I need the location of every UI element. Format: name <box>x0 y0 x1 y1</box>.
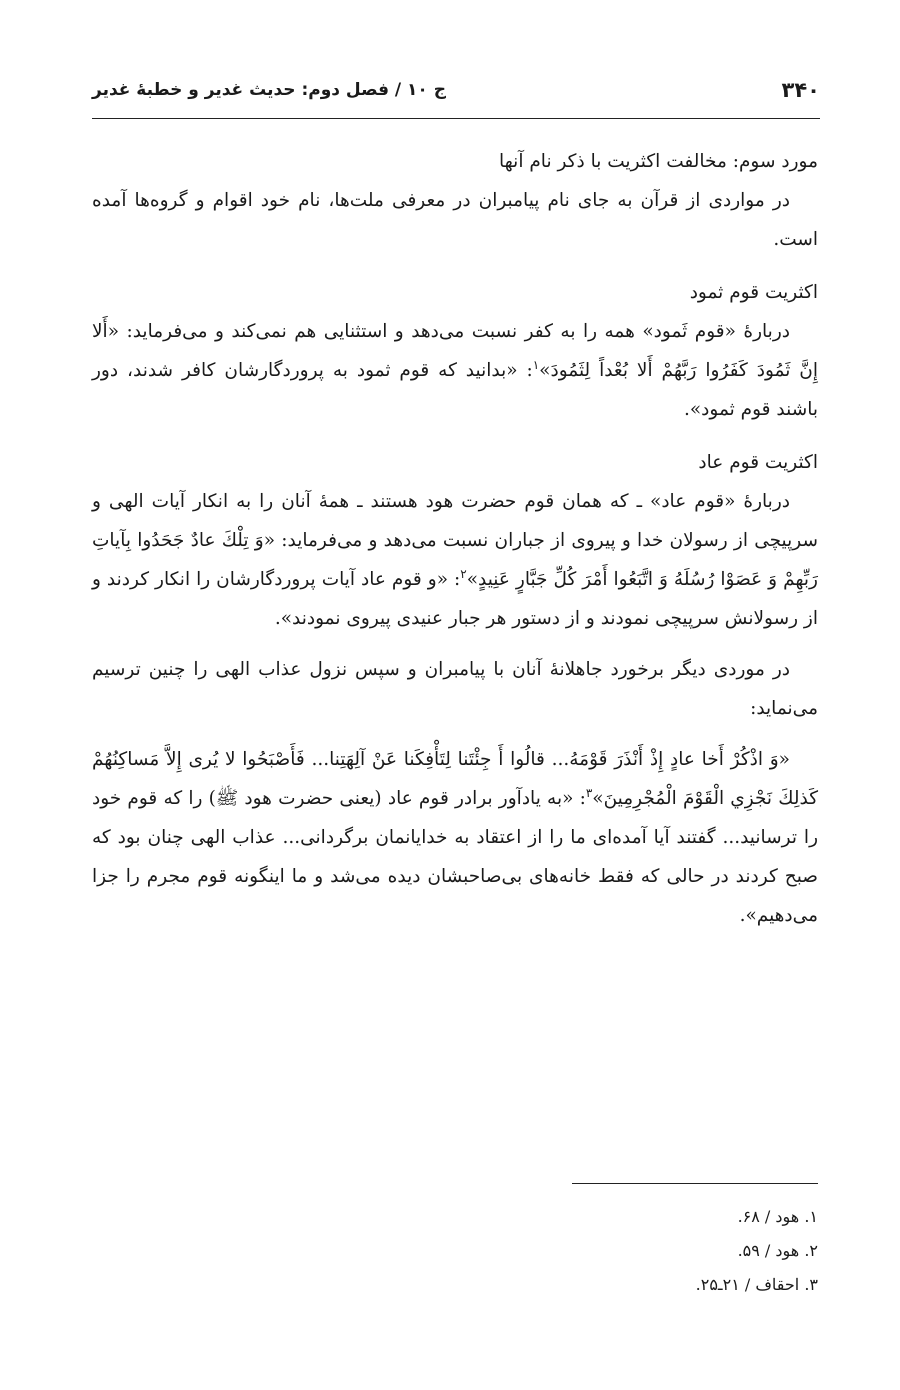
final-quote-paragraph <box>92 740 818 935</box>
page-body <box>92 142 818 935</box>
footnote-item: ۳. احقاف / ۲۱ـ۲۵. <box>695 1275 818 1294</box>
header-rule <box>92 118 820 119</box>
intro-paragraph: در مواردی از قرآن به جای نام پیامبران در معرفی ملت‌ها، نام خود اقوام و گروه‌ها آمده است. <box>92 190 818 250</box>
final-quote-text: «وَ اذْكُرْ أَخا عادٍ إِذْ أَنْذَرَ قَوْمَهُ... قالُوا أَ جِئْتَنا لِتَأْفِكَنا عَنْ آلِهَتِنا... فَأَصْبَحُوا لا يُرى إِلاَّ مَساكِنُهُمْ كَذلِكَ نَجْزِي الْقَوْمَ الْمُجْرِمِينَ» <box>92 749 819 809</box>
section-heading: مورد سوم: مخالفت اکثریت با ذکر نام آنها <box>499 151 818 172</box>
thamud-translation: : «بدانید که قوم ثمود به پروردگارشان کافر شدند، دور باشند قوم ثمود». <box>92 360 818 420</box>
spacer <box>92 259 818 273</box>
footnote-item: ۲. هود / ۵۹. <box>737 1241 818 1260</box>
final-quote-translation: : «به یادآور برادر قوم عاد (یعنی حضرت هود ﷺ) را که قوم خود را ترسانید... گفتند آیا آمده‌ای ما را از اعتقاد به خدایانمان برگردانی... عذاب الهی چنان بود که صبح کردند در حالی که فقط خانه‌های بی‌صاحبشان دیده می‌شد و ما اینگونه قوم مجرم را جزا می‌دهیم». <box>92 788 818 926</box>
page-header <box>92 72 820 108</box>
spacer <box>92 638 818 650</box>
footnote-marker: ۱ <box>532 357 540 372</box>
spacer <box>92 728 818 740</box>
footnote-item: ۱. هود / ۶۸. <box>737 1207 818 1226</box>
thamud-heading: اکثریت قوم ثمود <box>689 282 818 303</box>
spacer <box>92 429 818 443</box>
footnote-marker: ۲ <box>460 566 467 581</box>
thamud-text: دربارهٔ «قوم ثَمود» همه را به کفر نسبت می‌دهد و استثنایی هم نمی‌کند و می‌فرماید: «أَلا إِنَّ ثَمُودَ كَفَرُوا رَبَّهُمْ أَلا بُعْداً لِثَمُودَ» <box>92 321 818 381</box>
confront-paragraph: در موردی دیگر برخورد جاهلانهٔ آنان با پیامبران و سپس نزول عذاب الهی را چنین ترسیم می‌نماید: <box>92 659 818 719</box>
aad-paragraph <box>92 482 818 638</box>
thamud-paragraph <box>92 312 818 429</box>
page-number: ۳۴۰ <box>781 78 820 102</box>
aad-heading: اکثریت قوم عاد <box>698 452 818 473</box>
footnotes <box>92 1200 818 1302</box>
footnote-rule <box>572 1183 818 1184</box>
aad-translation: : «و قوم عاد آیات پروردگارشان را انکار کردند و از رسولانش سرپیچی نمودند و از دستور هر جبار عنیدی پیروی نمودند». <box>92 569 818 629</box>
running-title: ج ۱۰ / فصل دوم: حدیث غدیر و خطبهٔ غدیر <box>92 80 446 100</box>
footnote-marker: ۳ <box>585 785 593 800</box>
aad-text: دربارهٔ «قوم عاد» ـ که همان قوم حضرت هود هستند ـ همهٔ آنان را به انکار آیات الهی و سرپیچی از رسولان خدا و پیروی از جباران نسبت می‌دهد و می‌فرماید: «وَ تِلْكَ عادٌ جَحَدُوا بِآياتِ رَبِّهِمْ وَ عَصَوْا رُسُلَهُ وَ اتَّبَعُوا أَمْرَ كُلِّ جَبَّارٍ عَنِيدٍ» <box>92 491 818 590</box>
